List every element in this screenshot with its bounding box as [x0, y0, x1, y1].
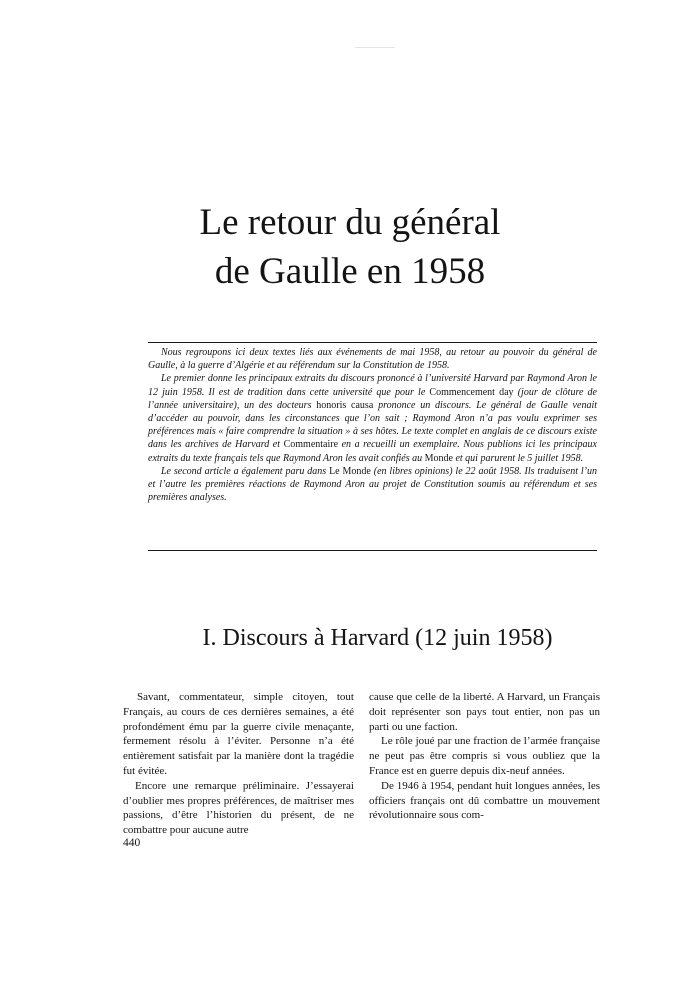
intro-commencement-day: Commencement day [429, 386, 514, 398]
body-paragraph: Savant, commentateur, simple citoyen, tout Français, au cours de ces dernières semaines, a été profondément ému par la guerre civile menaçante, fermement résolu à l’éviter. Personne n’a été entièrement satisfait par la manière dont la tragédie fut évitée. [123, 691, 354, 777]
scan-artifact [355, 47, 395, 48]
intro-honoris-causa: honoris causa [316, 399, 374, 411]
section-heading: I. Discours à Harvard (12 juin 1958) [202, 625, 553, 651]
intro-p2-part-d: en a recueilli un exemplaire. Nous publions ici les principaux extraits du texte français tels que Raymond Aron les avait confiés au [148, 439, 597, 464]
intro-monde: Monde [424, 452, 453, 464]
intro-paragraph-1: Nous regroupons ici deux textes liés aux événements de mai 1958, au retour au pouvoir du général de Gaulle, à la guerre d’Algérie et au référendum sur la Constitution de 1958. [148, 347, 597, 372]
intro-le-monde: Le Monde [329, 465, 371, 477]
intro-p2-part-e: et qui parurent le 5 juillet 1958. [455, 452, 584, 464]
body-paragraph: cause que celle de la liberté. A Harvard, un Français doit représenter son pays tout entier, non pas un parti ou une faction. [369, 691, 600, 733]
page-title [100, 198, 600, 296]
page-title-line-2: de Gaulle en 1958 [214, 251, 486, 292]
intro-box [148, 346, 597, 504]
body-paragraph: De 1946 à 1954, pendant huit longues années, les officiers français ont dû combattre un mouvement révolutionnaire sous com- [369, 779, 600, 822]
intro-p2-part-b: (jour de clôture de l’année universitaire), un des docteurs [148, 386, 598, 411]
intro-paragraph-2 [148, 372, 597, 464]
intro-p2-part-c: prononce un discours. Le général de Gaulle venait d’accéder au pouvoir, dans les circonstances que l’on sait ; Raymond Aron n’a pas voulu exprimer ses préférences mais « faire comprendre la situation » à ses hôtes. Le texte complet en anglais de ce discours existe dans les archives de Harvard et [148, 399, 597, 451]
page-number: 440 [123, 837, 141, 849]
intro-paragraph-3 [148, 465, 597, 505]
intro-p2-part-a: Le premier donne les principaux extraits du discours prononcé à l’université Harvard par Raymond Aron le 12 juin 1958. Il est de tradition dans cette université que pour le [148, 373, 597, 398]
body-column-left [123, 690, 354, 838]
body-column-right [369, 690, 600, 823]
body-paragraph: Encore une remarque préliminaire. J’essayerai d’oublier mes propres préférences, de maîtriser mes passions, d’être l’historien du présent, de ne combattre pour aucune autre [123, 779, 354, 837]
intro-bottom-rule [148, 550, 597, 551]
intro-p3-part-b: (en libres opinions) le 22 août 1958. Ils traduisent l’un et l’autre les premières réactions de Raymond Aron au projet de Constitution soumis au référendum et ses premières analyses. [148, 465, 597, 504]
page-title-line-1: Le retour du général [199, 202, 501, 243]
intro-commentaire: Commentaire [283, 439, 339, 451]
body-paragraph: Le rôle joué par une fraction de l’armée française ne peut pas être compris si vous oubliez que la France est en guerre depuis dix-neuf années. [369, 735, 600, 777]
intro-top-rule [148, 342, 597, 343]
intro-p3-part-a: Le second article a également paru dans [161, 465, 327, 477]
